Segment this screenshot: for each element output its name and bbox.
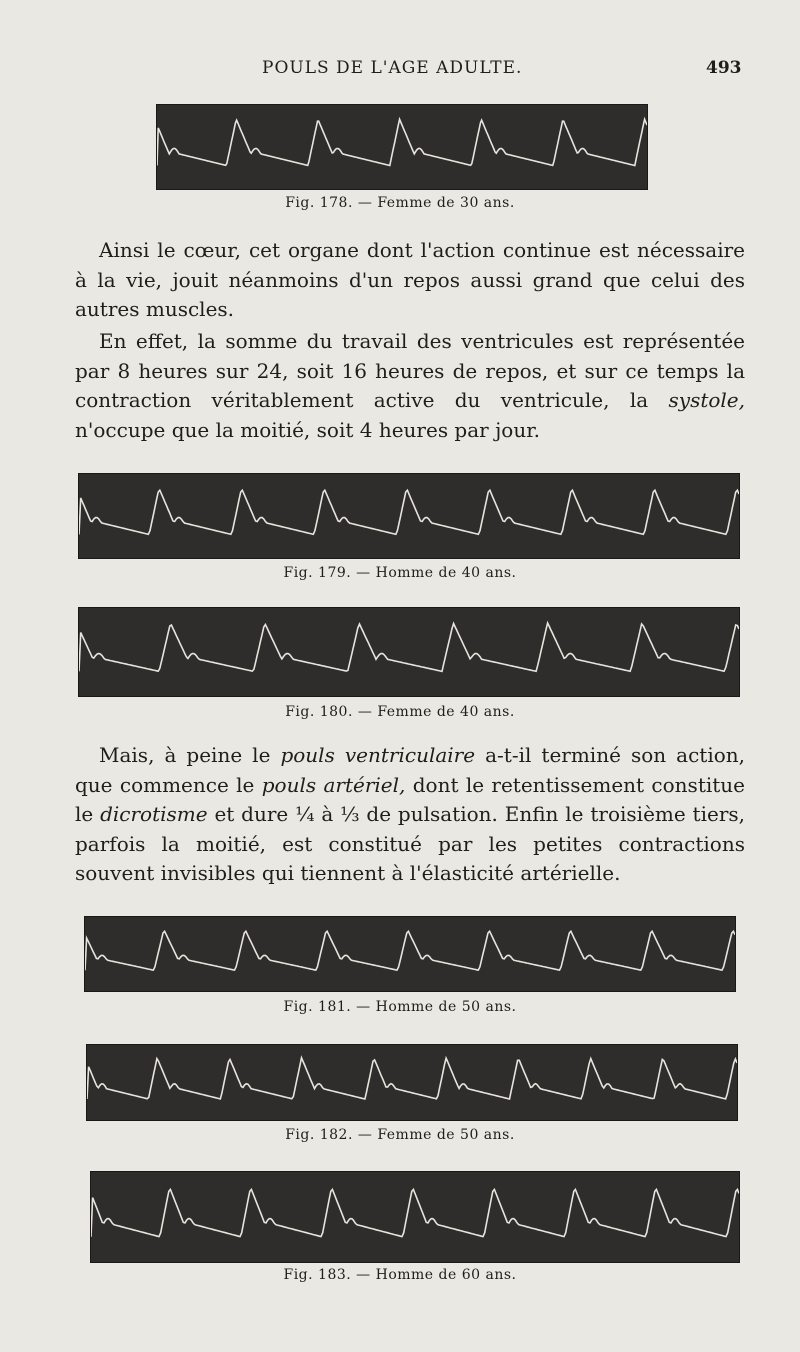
italic-pouls-arteriel: pouls artériel, [261,772,406,797]
pulse-waveform-line [79,623,739,671]
pulse-trace-fig-181 [84,916,736,992]
caption-fig-180: Fig. 180. — Femme de 40 ans. [285,704,515,720]
pulse-waveform-line [87,1058,737,1099]
pulse-trace-fig-179 [78,473,740,559]
pulse-waveform-line [79,490,739,534]
paragraph-2-italic: systole, [668,388,745,412]
pulse-trace-fig-178 [156,104,648,190]
pulse-waveform-svg [91,1172,739,1262]
paragraph-2 [75,327,745,445]
paragraph-3-text-f: de pulsation. Enfin le troisième tiers, parfois la moitié, est constitué par les petites contractions souvent invisibles qui tiennent à l'élasticité artérielle. [75,802,746,885]
paragraph-3-text-a: Mais, à peine le [99,743,281,767]
paragraph-3-text-c: dont le retentissement constitue le [75,772,745,826]
page-number: 493 [706,58,742,78]
paragraph-3-text-e: à [314,802,341,826]
pulse-waveform-svg [79,608,739,696]
caption-fig-179: Fig. 179. — Homme de 40 ans. [283,565,517,581]
pulse-waveform-line [85,931,735,970]
pulse-waveform-line [91,1189,739,1236]
pulse-waveform-line [157,119,647,165]
paragraph-2-text-b: n'occupe que la moitié, soit 4 heures par jour. [75,417,540,442]
caption-fig-182: Fig. 182. — Femme de 50 ans. [285,1127,515,1143]
caption-fig-178: Fig. 178. — Femme de 30 ans. [285,195,515,211]
pulse-trace-fig-183 [90,1171,740,1263]
caption-fig-181: Fig. 181. — Homme de 50 ans. [283,999,517,1015]
paragraph-2-text-a: En effet, la somme du travail des ventricules est représentée par 8 heures sur 24, soit 16 heures de repos, et sur ce temps la contraction véritablement active du ventricule, la [75,329,745,412]
page-header [0,58,800,84]
paragraph-1-text: Ainsi le cœur, cet organe dont l'action continue est nécessaire à la vie, jouit néanmoins d'un repos aussi grand que celui des autres muscles. [75,238,745,321]
paragraph-1 [75,236,745,325]
paragraph-3-text-d: et dure [207,802,296,826]
running-title: POULS DE L'AGE ADULTE. [262,58,523,78]
pulse-trace-fig-182 [86,1044,738,1121]
italic-pouls-ventriculaire: pouls ventriculaire [280,743,476,767]
paragraph-3 [75,741,745,889]
caption-fig-183: Fig. 183. — Homme de 60 ans. [283,1267,517,1283]
pulse-waveform-svg [85,917,735,991]
paragraph-3-text-b: a-t-il terminé son action, que commence le [75,743,745,797]
fraction-one-third: ⅓ [340,802,360,826]
pulse-waveform-svg [87,1045,737,1120]
italic-dicrotisme: dicrotisme [100,802,208,826]
pulse-waveform-svg [79,474,739,558]
pulse-trace-fig-180 [78,607,740,697]
pulse-waveform-svg [157,105,647,189]
fraction-one-quarter: ¼ [295,802,315,826]
